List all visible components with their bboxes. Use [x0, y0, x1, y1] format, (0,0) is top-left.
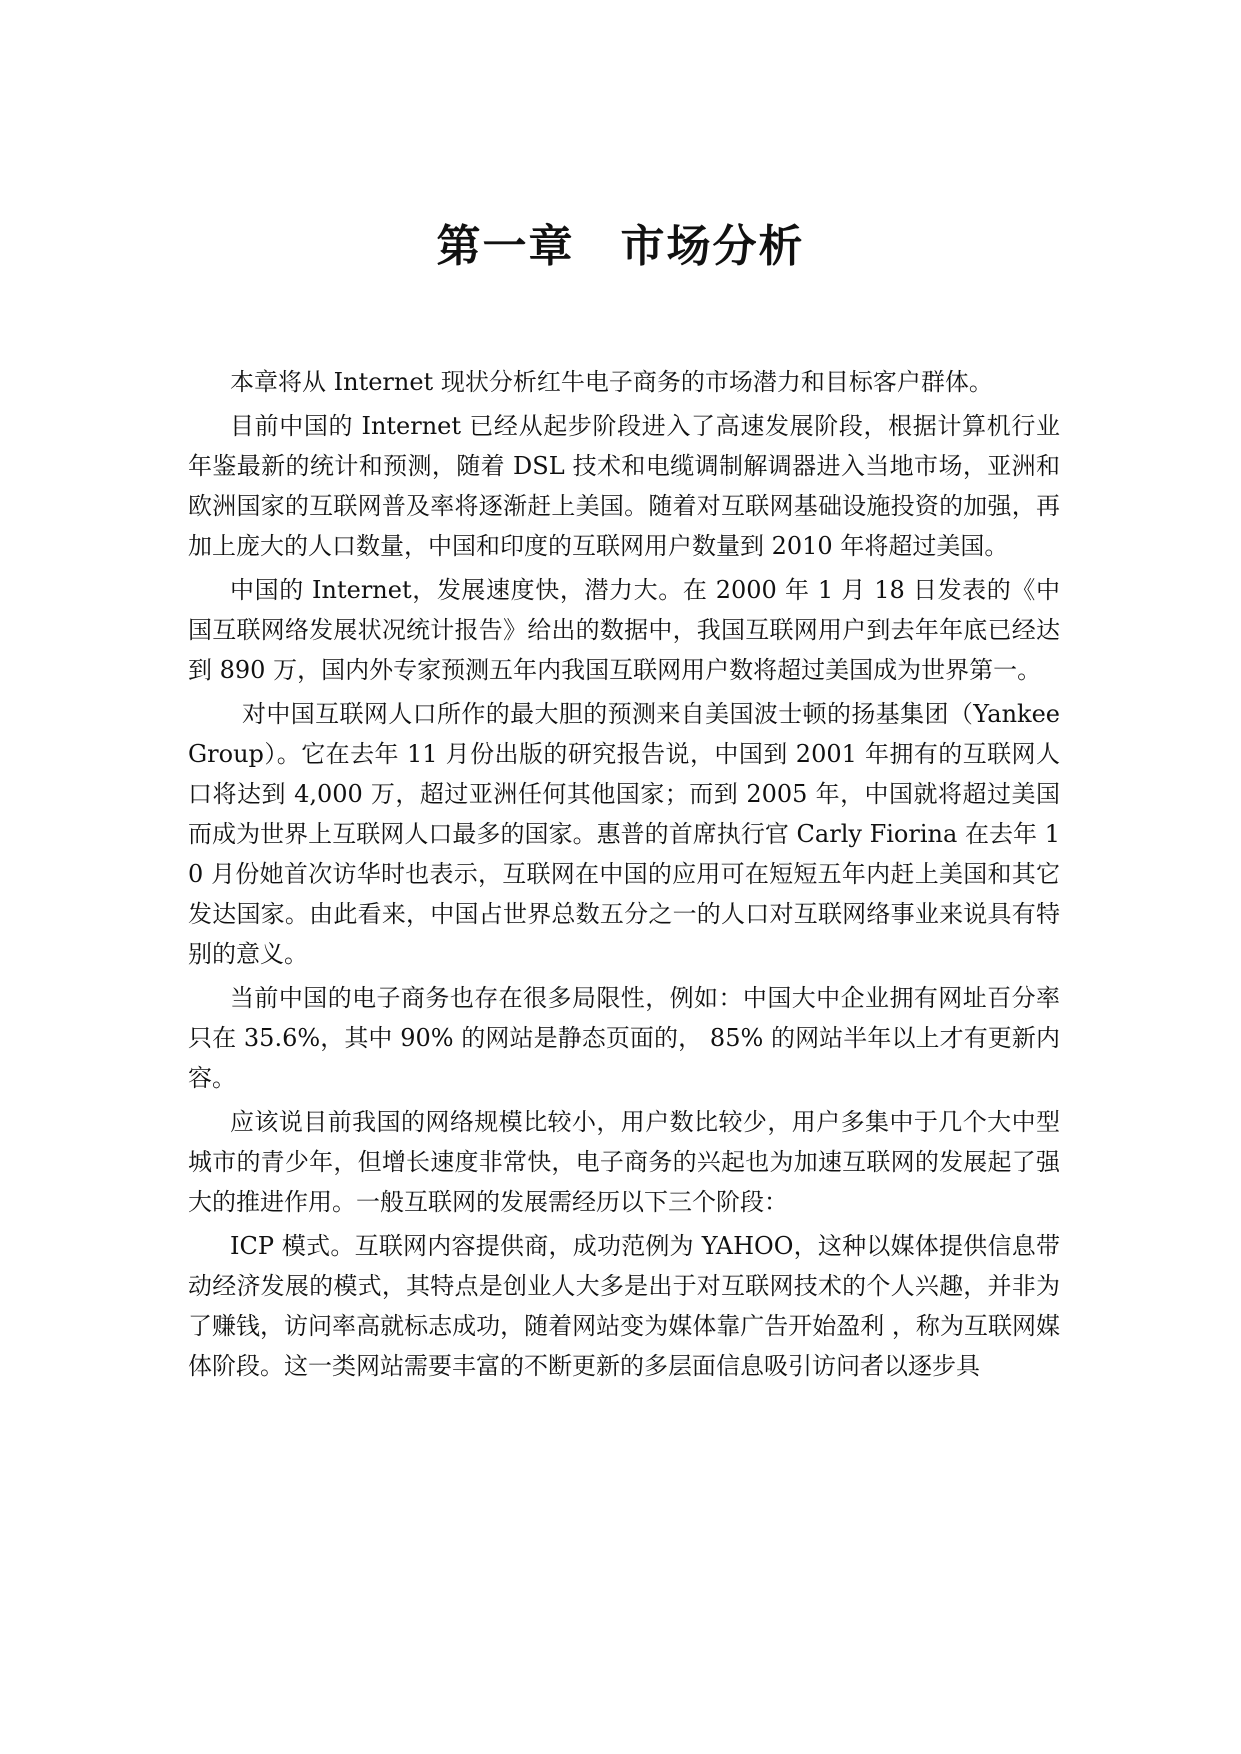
- paragraph-china-internet: 中国的 Internet，发展速度快，潜力大。在 2000 年 1 月 18 日发表的《中国互联网络发展状况统计报告》给出的数据中，我国互联网用户到去年年底已经达到 890 万，国内外专家预测五年内我国互联网用户数将超过美国成为世界第一。: [188, 576, 1060, 684]
- paragraph-icp-model: ICP 模式。互联网内容提供商，成功范例为 YAHOO，这种以媒体提供信息带动经济发展的模式，其特点是创业人大多是出于对互联网技术的个人兴趣，并非为了赚钱，访问率高就标志成功，随着网站变为媒体靠广告开始盈利 ，称为互联网媒体阶段。这一类网站需要丰富的不断更新的多层面信息吸引访问者以逐步具: [188, 1232, 1060, 1380]
- chapter-title: 第一章 市场分析: [436, 221, 805, 273]
- chapter-body: [188, 362, 1060, 1390]
- paragraph-intro: 本章将从 Internet 现状分析红牛电子商务的市场潜力和目标客户群体。: [230, 368, 993, 396]
- paragraph-ecommerce-limitations: 当前中国的电子商务也存在很多局限性，例如：中国大中企业拥有网址百分率只在 35.6%，其中 90% 的网站是静态页面的， 85% 的网站半年以上才有更新内容。: [188, 984, 1060, 1092]
- paragraph-yankee-group: 对中国互联网人口所作的最大胆的预测来自美国波士顿的扬基集团（Yankee Group）。它在去年 11 月份出版的研究报告说，中国到 2001 年拥有的互联网人口将达到 4,000 万，超过亚洲任何其他国家；而到 2005 年，中国就将超过美国而成为世界上互联网人口最多的国家。惠普的首席执行官 Carly Fiorina 在去年 10 月份她首次访华时也表示，互联网在中国的应用可在短短五年内赶上美国和其它发达国家。由此看来，中国占世界总数五分之一的人口对互联网络事业来说具有特别的意义。: [188, 700, 1060, 968]
- paragraph-internet-development: 目前中国的 Internet 已经从起步阶段进入了高速发展阶段，根据计算机行业年鉴最新的统计和预测，随着 DSL 技术和电缆调制解调器进入当地市场，亚洲和欧洲国家的互联网普及率将逐渐赶上美国。随着对互联网基础设施投资的加强，再加上庞大的人口数量，中国和印度的互联网用户数量到 2010 年将超过美国。: [188, 412, 1060, 560]
- paragraph-network-scale: 应该说目前我国的网络规模比较小，用户数比较少，用户多集中于几个大中型城市的青少年，但增长速度非常快，电子商务的兴起也为加速互联网的发展起了强大的推进作用。一般互联网的发展需经历以下三个阶段：: [188, 1108, 1060, 1216]
